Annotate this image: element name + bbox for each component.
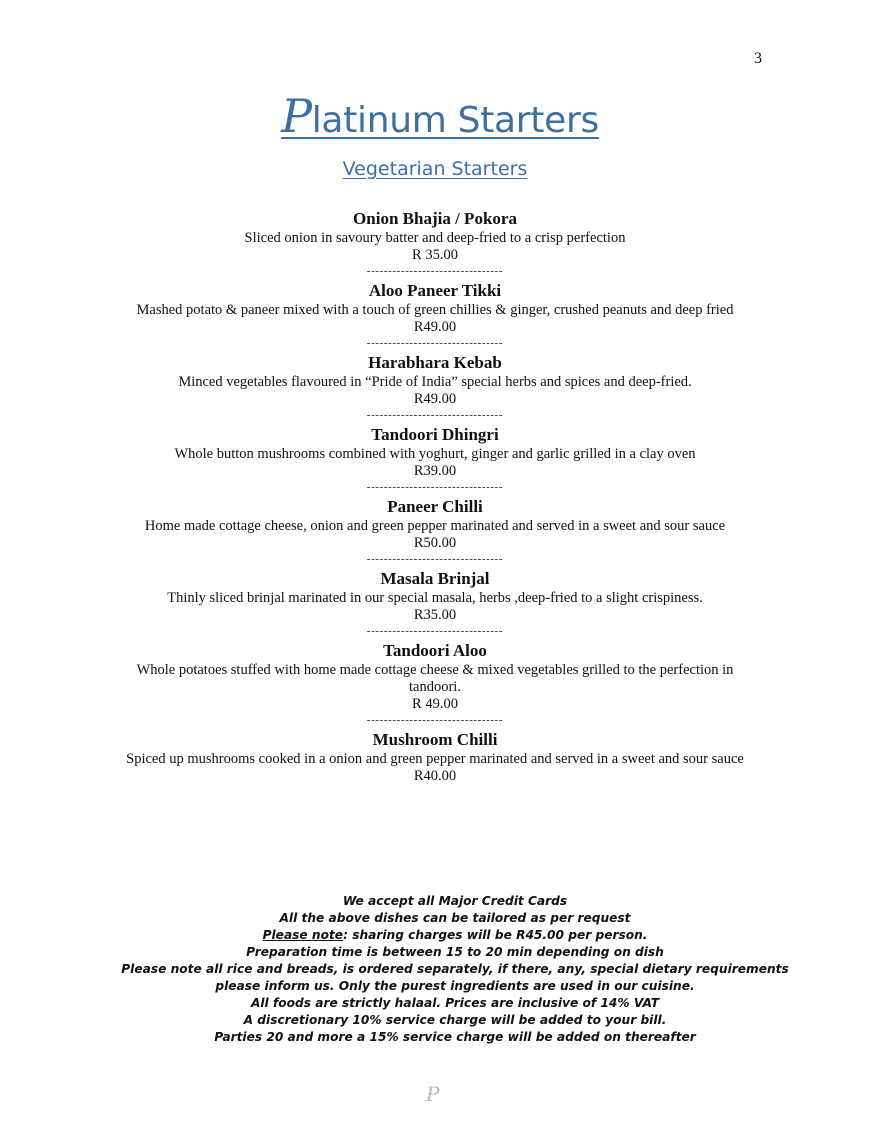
note-line: All the above dishes can be tailored as per request [279, 911, 631, 925]
item-name: Masala Brinjal [380, 569, 490, 588]
item-price: R35.00 [413, 607, 457, 623]
item-name: Mushroom Chilli [372, 730, 498, 749]
item-name: Aloo Paneer Tikki [368, 281, 502, 300]
footer-logo-mark: P [426, 1082, 440, 1106]
separator: -------------------------------- [366, 553, 504, 565]
item-description: Spiced up mushrooms cooked in a onion and green pepper marinated and served in a sweet and sour sauce [126, 751, 744, 767]
note-line: Preparation time is between 15 to 20 min depending on dish [246, 945, 664, 959]
page-title [271, 89, 599, 143]
note-line: All foods are strictly halaal. Prices are inclusive of 14% VAT [250, 996, 660, 1010]
note-line: please inform us. Only the purest ingredients are used in our cuisine. [215, 979, 695, 993]
separator: -------------------------------- [366, 265, 504, 277]
item-description: Whole button mushrooms combined with yoghurt, ginger and garlic grilled in a clay oven [174, 446, 696, 462]
section-subtitle: Vegetarian Starters [342, 158, 528, 180]
title-initial: P [281, 89, 312, 143]
item-price: R40.00 [413, 768, 457, 784]
menu-list [95, 207, 775, 785]
item-description: Sliced onion in savoury batter and deep-fried to a crisp perfection [244, 230, 626, 246]
menu-item [95, 208, 775, 279]
note-line: A discretionary 10% service charge will be added to your bill. [243, 1013, 667, 1027]
menu-item [95, 352, 775, 423]
item-name: Tandoori Dhingri [371, 425, 499, 444]
title-container [0, 89, 870, 143]
notes-block [40, 893, 870, 1046]
title-rest: latinum Starters [311, 100, 599, 141]
menu-item [95, 424, 775, 495]
separator: -------------------------------- [366, 714, 504, 726]
separator: -------------------------------- [366, 481, 504, 493]
item-price: R 35.00 [412, 247, 458, 263]
item-name: Paneer Chilli [387, 497, 483, 516]
note-line: We accept all Major Credit Cards [342, 894, 568, 908]
item-price: R49.00 [413, 391, 457, 407]
menu-item [95, 729, 775, 785]
item-price: R49.00 [413, 319, 457, 335]
menu-item [95, 568, 775, 639]
item-description: Thinly sliced brinjal marinated in our special masala, herbs ,deep-fried to a slight crispiness. [167, 590, 703, 606]
item-name: Tandoori Aloo [383, 641, 487, 660]
separator: -------------------------------- [366, 409, 504, 421]
menu-item [95, 280, 775, 351]
item-price: R50.00 [413, 535, 457, 551]
note-label: Please note [262, 928, 344, 942]
item-price: R39.00 [413, 463, 457, 479]
note-line [40, 927, 870, 944]
subtitle-container [0, 158, 870, 180]
note-line: Please note all rice and breads, is ordered separately, if there, any, special dietary requirements [121, 962, 789, 976]
note-text: : sharing charges will be R45.00 per person. [343, 928, 648, 942]
item-description: Mashed potato & paneer mixed with a touch of green chillies & ginger, crushed peanuts and deep fried [136, 302, 734, 318]
note-line: Parties 20 and more a 15% service charge will be added on thereafter [214, 1030, 696, 1044]
item-description: Minced vegetables flavoured in “Pride of India” special herbs and spices and deep-fried. [178, 374, 692, 390]
menu-item [95, 496, 775, 567]
item-price: R 49.00 [412, 696, 458, 712]
item-description: Whole potatoes stuffed with home made cottage cheese & mixed vegetables grilled to the perfection in tandoori. [136, 662, 734, 695]
item-description: Home made cottage cheese, onion and green pepper marinated and served in a sweet and sour sauce [144, 518, 726, 534]
separator: -------------------------------- [366, 625, 504, 637]
page-number: 3 [754, 50, 762, 67]
menu-item [95, 640, 775, 728]
item-name: Harabhara Kebab [368, 353, 502, 372]
separator: -------------------------------- [366, 337, 504, 349]
item-name: Onion Bhajia / Pokora [353, 209, 517, 228]
